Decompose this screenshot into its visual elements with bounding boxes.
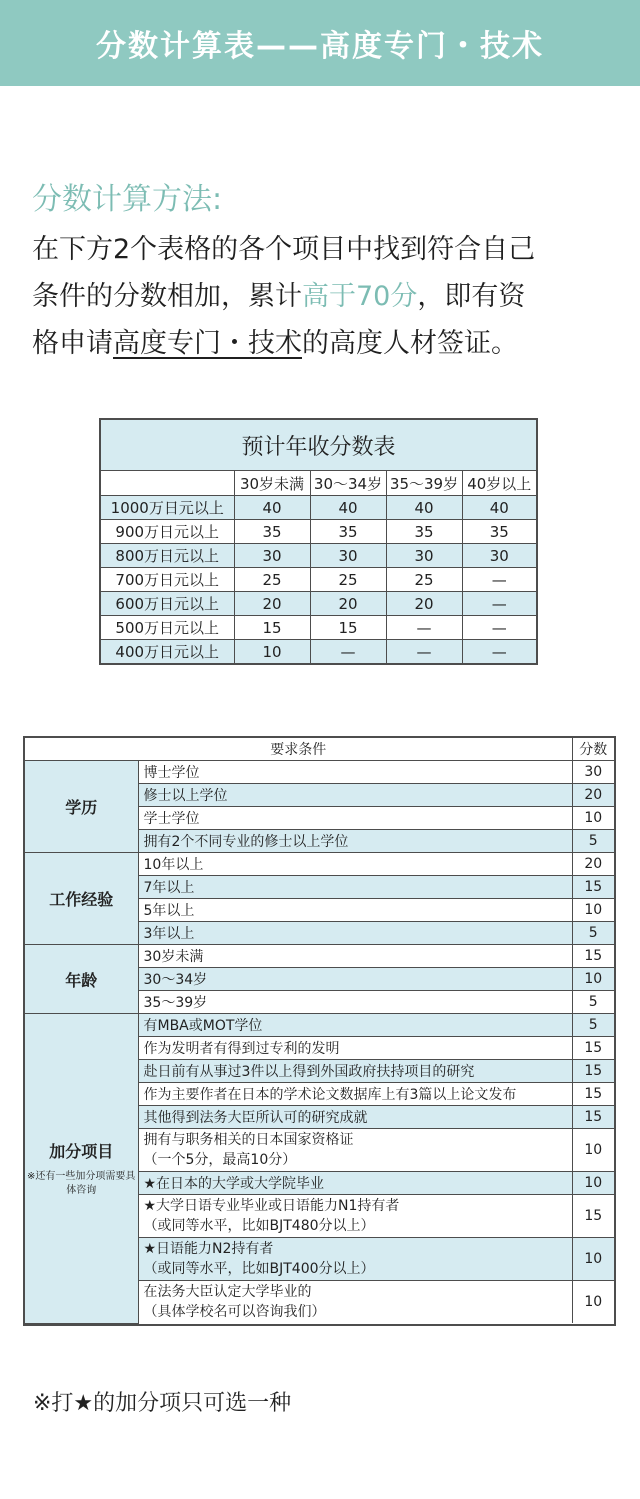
income-level-label: 700万日元以上 — [101, 568, 234, 592]
income-score-cell: 40 — [462, 496, 536, 520]
condition-item — [138, 761, 572, 784]
condition-item — [138, 1172, 572, 1195]
method-line-2-text: 条件的分数相加，累计 — [32, 281, 302, 312]
condition-item — [138, 830, 572, 853]
condition-text: 10年以上 — [143, 857, 204, 873]
score-cell: 5 — [572, 830, 614, 853]
method-line-2 — [32, 273, 622, 320]
title-banner — [0, 0, 640, 86]
condition-text: 博士学位 — [143, 765, 200, 781]
income-table-row — [101, 520, 536, 544]
method-heading: 分数计算方法: — [32, 182, 223, 217]
condition-item — [138, 899, 572, 922]
income-score-cell: 35 — [234, 520, 310, 544]
score-cell: 15 — [572, 945, 614, 968]
income-table-row — [101, 544, 536, 568]
condition-text: 作为主要作者在日本的学术论文数据库上有3篇以上论文发布 — [143, 1087, 517, 1103]
method-line-1: 在下方2个表格的各个项目中找到符合自己 — [32, 234, 536, 265]
score-cell: 15 — [572, 1195, 614, 1238]
income-score-cell: — — [462, 640, 536, 664]
visa-type-underlined: 高度专门・技术 — [113, 328, 302, 359]
condition-item — [138, 922, 572, 945]
category-name: 工作经验 — [49, 890, 114, 909]
method-line-3-end: 的高度人材签证。 — [302, 328, 518, 359]
condition-text: 7年以上 — [143, 880, 195, 896]
condition-text: 35～39岁 — [143, 995, 208, 1011]
income-score-cell: 25 — [234, 568, 310, 592]
condition-text: 学士学位 — [143, 811, 200, 827]
condition-header: 要求条件 — [25, 738, 572, 761]
condition-subtext: （或同等水平，比如BJT400分以上） — [143, 1261, 375, 1277]
condition-text: 赴日前有从事过3件以上得到外国政府扶持项目的研究 — [143, 1064, 475, 1080]
score-cell: 10 — [572, 1238, 614, 1281]
condition-item — [138, 1014, 572, 1037]
condition-text: 有MBA或MOT学位 — [143, 1018, 263, 1034]
condition-subtext: （或同等水平，比如BJT480分以上） — [143, 1218, 375, 1234]
income-score-cell: 35 — [310, 520, 386, 544]
income-score-cell: 15 — [234, 616, 310, 640]
income-score-cell: 20 — [234, 592, 310, 616]
condition-item — [138, 968, 572, 991]
condition-text: 拥有与职务相关的日本国家资格证 — [143, 1132, 354, 1148]
income-level-label: 800万日元以上 — [101, 544, 234, 568]
condition-item — [138, 784, 572, 807]
threshold-highlight: 高于70分 — [302, 281, 418, 312]
income-table-title: 预计年收分数表 — [101, 420, 536, 471]
income-score-cell: 20 — [310, 592, 386, 616]
condition-text: 作为发明者有得到过专利的发明 — [143, 1041, 340, 1057]
score-cell: 15 — [572, 876, 614, 899]
intro-section — [32, 178, 622, 367]
income-score-cell: 10 — [234, 640, 310, 664]
footnote: ※打★的加分项只可选一种 — [33, 1391, 292, 1416]
score-cell: 5 — [572, 922, 614, 945]
points-table-row — [25, 1014, 614, 1037]
condition-item — [138, 1083, 572, 1106]
income-score-cell: 15 — [310, 616, 386, 640]
score-cell: 15 — [572, 1083, 614, 1106]
points-table-row — [25, 945, 614, 968]
income-score-cell: — — [462, 592, 536, 616]
income-score-cell: — — [386, 640, 462, 664]
score-header: 分数 — [572, 738, 614, 761]
condition-item — [138, 1281, 572, 1324]
score-cell: 20 — [572, 784, 614, 807]
income-table-row — [101, 640, 536, 664]
income-score-cell: 30 — [310, 544, 386, 568]
category-note: ※还有一些加分项需要具体咨询 — [27, 1170, 136, 1196]
income-score-cell: 25 — [310, 568, 386, 592]
condition-text: 在法务大臣认定大学毕业的 — [143, 1284, 312, 1300]
category-name: 学历 — [65, 798, 98, 817]
condition-item — [138, 1129, 572, 1172]
condition-text: 5年以上 — [143, 903, 195, 919]
category-cell — [25, 945, 138, 1014]
income-column-header: 30岁未满 — [234, 471, 310, 496]
category-cell — [25, 1014, 138, 1324]
condition-text: 30～34岁 — [143, 972, 208, 988]
income-table-row — [101, 616, 536, 640]
category-name: 加分项目 — [49, 1141, 114, 1161]
income-table-grid — [101, 471, 536, 663]
score-cell: 10 — [572, 1129, 614, 1172]
income-table-row — [101, 592, 536, 616]
income-score-cell: — — [462, 616, 536, 640]
condition-item — [138, 991, 572, 1014]
points-table-row — [25, 853, 614, 876]
income-level-label: 1000万日元以上 — [101, 496, 234, 520]
income-level-label: 600万日元以上 — [101, 592, 234, 616]
condition-text: 3年以上 — [143, 926, 195, 942]
income-column-header — [101, 471, 234, 496]
income-score-cell: — — [386, 616, 462, 640]
score-cell: 15 — [572, 1106, 614, 1129]
condition-text: ★大学日语专业毕业或日语能力N1持有者 — [143, 1198, 400, 1214]
method-line-3-text: 格申请 — [32, 328, 113, 359]
condition-item — [138, 1060, 572, 1083]
income-score-table — [99, 418, 538, 665]
method-description — [32, 226, 622, 367]
category-name: 年龄 — [65, 970, 98, 990]
income-score-cell: 40 — [234, 496, 310, 520]
income-table-row — [101, 568, 536, 592]
points-table-row — [25, 761, 614, 784]
score-cell: 20 — [572, 853, 614, 876]
income-score-cell: 20 — [386, 592, 462, 616]
income-score-cell: — — [462, 568, 536, 592]
income-score-cell: 25 — [386, 568, 462, 592]
income-level-label: 500万日元以上 — [101, 616, 234, 640]
score-cell: 10 — [572, 1281, 614, 1324]
condition-text: ★在日本的大学或大学院毕业 — [143, 1176, 325, 1192]
income-score-cell: 35 — [462, 520, 536, 544]
income-table-header-row — [101, 471, 536, 496]
score-cell: 10 — [572, 968, 614, 991]
condition-subtext: （具体学校名可以咨询我们） — [143, 1304, 326, 1320]
income-level-label: 400万日元以上 — [101, 640, 234, 664]
score-cell: 30 — [572, 761, 614, 784]
condition-item — [138, 853, 572, 876]
income-score-cell: — — [310, 640, 386, 664]
condition-text: 其他得到法务大臣所认可的研究成就 — [143, 1110, 368, 1126]
income-column-header: 40岁以上 — [462, 471, 536, 496]
condition-item — [138, 1195, 572, 1238]
condition-item — [138, 807, 572, 830]
condition-text: ★日语能力N2持有者 — [143, 1241, 274, 1257]
condition-item — [138, 1106, 572, 1129]
income-column-header: 35～39岁 — [386, 471, 462, 496]
points-table — [23, 736, 616, 1326]
score-cell: 10 — [572, 899, 614, 922]
income-score-cell: 30 — [462, 544, 536, 568]
method-line-2-end: ，即有资 — [417, 281, 526, 312]
points-table-grid — [25, 738, 614, 1324]
condition-item — [138, 1238, 572, 1281]
condition-text: 30岁未满 — [143, 949, 204, 965]
income-table-row — [101, 496, 536, 520]
page-title: 分数计算表——高度专门・技术 — [96, 29, 544, 64]
income-score-cell: 40 — [310, 496, 386, 520]
condition-item — [138, 945, 572, 968]
score-cell: 10 — [572, 1172, 614, 1195]
category-cell — [25, 761, 138, 853]
income-column-header: 30～34岁 — [310, 471, 386, 496]
condition-text: 拥有2个不同专业的修士以上学位 — [143, 834, 349, 850]
income-score-cell: 35 — [386, 520, 462, 544]
condition-text: 修士以上学位 — [143, 788, 228, 804]
score-cell: 15 — [572, 1037, 614, 1060]
income-score-cell: 30 — [234, 544, 310, 568]
income-score-cell: 40 — [386, 496, 462, 520]
condition-subtext: （一个5分，最高10分） — [143, 1152, 297, 1168]
points-table-header-row — [25, 738, 614, 761]
score-cell: 10 — [572, 807, 614, 830]
condition-item — [138, 1037, 572, 1060]
income-score-cell: 30 — [386, 544, 462, 568]
score-cell: 15 — [572, 1060, 614, 1083]
category-cell — [25, 853, 138, 945]
score-cell: 5 — [572, 1014, 614, 1037]
income-level-label: 900万日元以上 — [101, 520, 234, 544]
method-line-3 — [32, 320, 622, 367]
condition-item — [138, 876, 572, 899]
score-cell: 5 — [572, 991, 614, 1014]
